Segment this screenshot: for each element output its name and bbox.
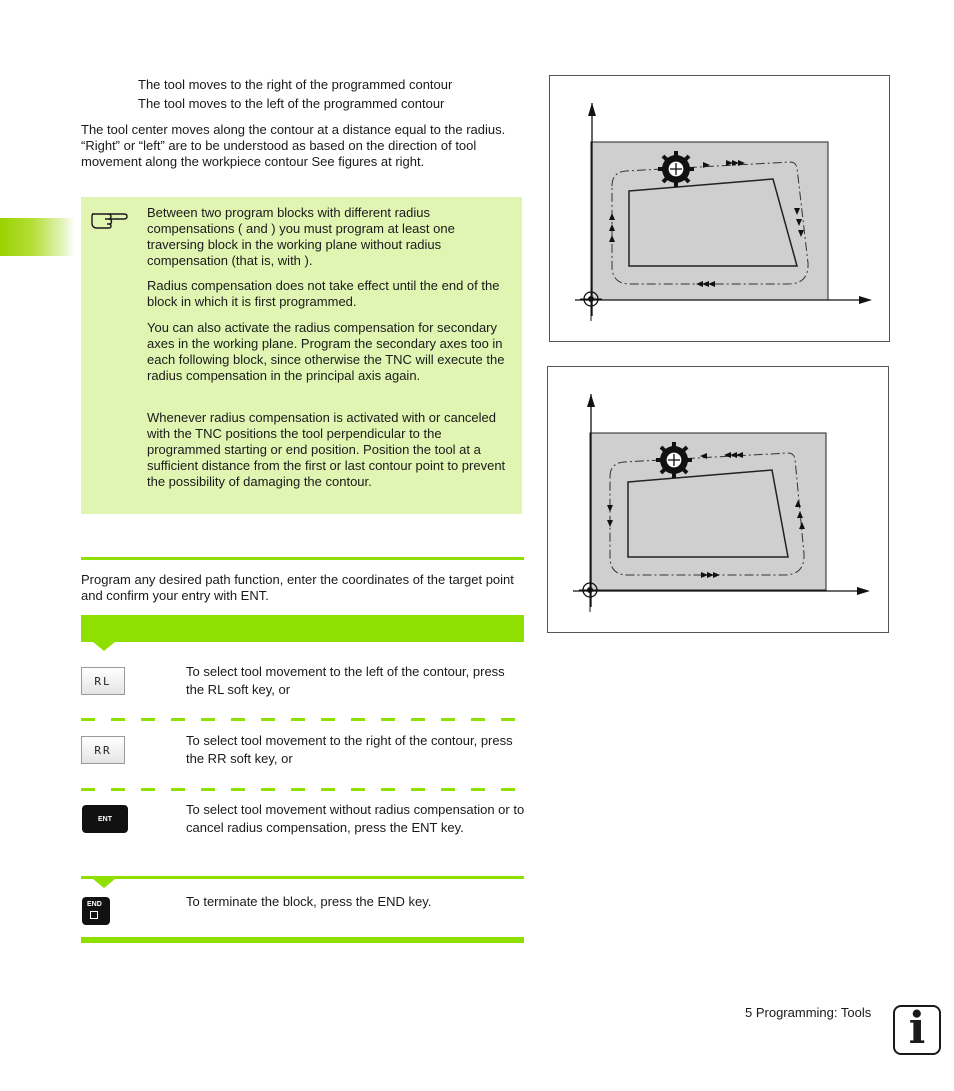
end-key-label: END [87,901,102,908]
note-paragraph-3: You can also activate the radius compensation for secondary axes in the working plane. Program the secondary axes too in each following block, since otherwise the TNC will execute the radius compensation in the principal axis again. [147,320,505,383]
header-pointer [93,642,115,651]
end-square-icon [90,911,98,919]
footer-chapter: 5 Programming: Tools [745,1005,872,1020]
figure-radius-compensation-rr [549,75,890,342]
step-ent-text: To select tool movement without radius compensation or to cancel radius compensation, press the ENT key. [186,802,525,835]
end-key[interactable] [82,897,110,925]
block-pointer [93,879,115,888]
bottom-rule [81,937,524,943]
program-paragraph: Program any desired path function, enter the coordinates of the target point and confirm your entry with ENT. [81,572,514,603]
rl-softkey[interactable]: RL [81,667,125,695]
intro-paragraph: The tool center moves along the contour at a distance equal to the radius. “Right” or “left” are to be understood as based on the direction of tool movement along the workpiece contour See figures at right. [81,122,506,169]
info-icon [893,1005,941,1055]
step-separator [81,718,518,721]
rr-definition: The tool moves to the right of the programmed contour [138,77,453,92]
ent-key[interactable]: ENT [82,805,128,833]
block-rule [81,876,524,879]
rr-softkey[interactable]: RR [81,736,125,764]
dialog-header-bar [81,615,524,642]
step-separator [81,788,518,791]
chapter-side-tab [0,218,75,256]
step-end-text: To terminate the block, press the END key. [186,894,432,909]
pointing-hand-icon [90,206,128,230]
figure-radius-compensation-rl [547,366,889,633]
note-paragraph-2: Radius compensation does not take effect until the end of the block in which it is first programmed. [147,278,500,309]
figure-rr-drawing [550,76,889,341]
rl-definition: The tool moves to the left of the programmed contour [138,96,445,111]
step-rr-text: To select tool movement to the right of the contour, press the RR soft key, or [186,733,513,766]
section-rule [81,557,524,560]
figure-rl-drawing [548,367,888,632]
info-glyph: i [908,1003,926,1054]
step-rl-text: To select tool movement to the left of the contour, press the RL soft key, or [186,664,505,697]
note-paragraph-1: Between two program blocks with different radius compensations ( and ) you must program at least one traversing block in the working plane without radius compensation (that is, with ). [147,205,455,268]
note-paragraph-4: Whenever radius compensation is activated with or canceled with the TNC positions the tool perpendicular to the programmed starting or end position. Position the tool at a sufficient distance from the first or last contour point to prevent the possibility of damaging the contour. [147,410,506,489]
